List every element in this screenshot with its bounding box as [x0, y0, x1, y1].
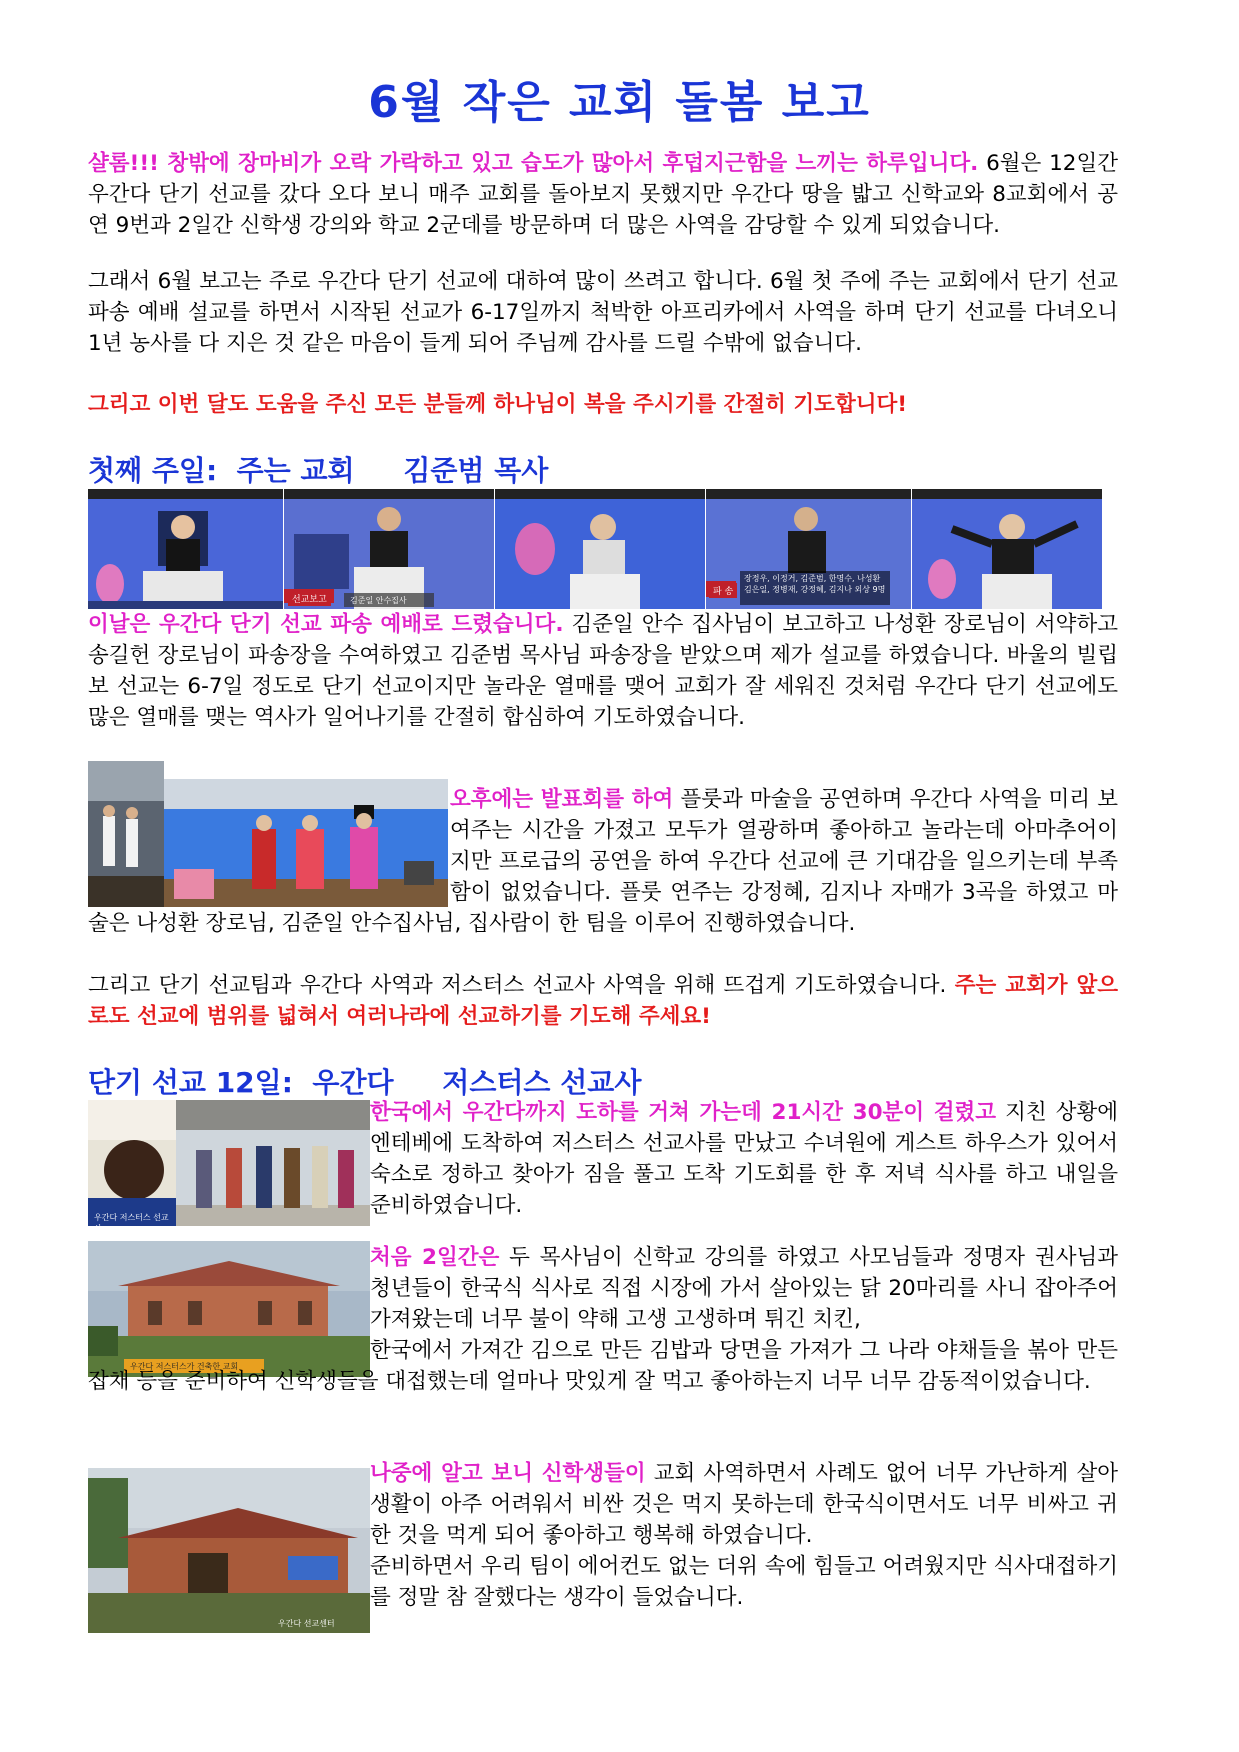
photo-caption-sending: 파 송 — [709, 583, 737, 598]
mission-p2-body: 두 목사님이 신학교 강의를 하였고 사모님들과 정명자 권사님과 청년들이 한국식 식사로 직접 시장에 가서 살아있는 닭 20마리를 사니 잡아주어 가져왔는데 너무 불이 약해 고생 고생하며 튀긴 치킨, — [370, 1245, 1118, 1332]
mission-p1-lead: 한국에서 우간다까지 도하를 거쳐 가는데 21시간 30분이 걸렸고 — [370, 1100, 997, 1125]
arrival-photo — [176, 1100, 370, 1226]
mission-p2-body-2: 한국에서 가져간 김으로 만든 김밥과 당면을 가져가 그 나라 야채들을 볶아 만든 잡채 등을 준비하여 신학생들을 대접했는데 얼마나 맛있게 잘 먹고 좋아하는지 너무 너무 감동적이었습니다. — [88, 1338, 1118, 1394]
intro-paragraph-2: 그래서 6월 보고는 주로 우간다 단기 선교에 대하여 많이 쓰려고 합니다. 6월 첫 주에 주는 교회에서 단기 선교 파송 예배 설교를 하면서 시작된 선교가 6-17일까지 척박한 아프리카에서 사역을 하며 단기 선교를 다녀오니 1년 농사를 다 지은 것 같은 마음이 들게 되어 주님께 감사를 드릴 수밖에 없습니다. — [88, 269, 1118, 356]
intro-paragraph — [88, 148, 1118, 241]
page-title: 6월 작은 교회 돌봄 보고 — [368, 77, 871, 128]
mission-p3-body-2: 준비하면서 우리 팀이 에어컨도 없는 더위 속에 힘들고 어려웠지만 식사대접하기를 정말 참 잘했다는 생각이 들었습니다. — [370, 1554, 1118, 1610]
missionary-caption: 우간다 저스터스 선교사 — [94, 1213, 169, 1233]
week1-afternoon-lead: 오후에는 발표회를 하여 — [450, 787, 674, 812]
week1-lead: 이날은 우간다 단기 선교 파송 예배로 드렸습니다. — [88, 612, 564, 637]
week1-paragraph-3 — [88, 970, 1118, 1032]
photo-float-spacer — [88, 784, 450, 900]
worship-photo-1 — [88, 489, 283, 609]
photo-caption-team: 장정우, 이정거, 김준범, 한명수, 나성환 김은일, 정병재, 강정혜, 김지나 외상 9명 — [744, 574, 886, 594]
worship-photo-3 — [495, 489, 705, 609]
missionary-photo — [88, 1100, 176, 1233]
mission-p1-body: 지친 상황에 엔테베에 도착하여 저스터스 선교사를 만났고 수녀원에 게스트 하우스가 있어서 숙소로 정하고 찾아가 짐을 풀고 도착 기도회를 한 후 저녁 식사를 하고 내일을 준비하였습니다. — [370, 1100, 1119, 1218]
week1-afternoon-body: 플룻과 마술을 공연하며 우간다 사역을 미리 보여주는 시간을 가졌고 모두가 열광하며 좋아하고 놀라는데 아마추어이지만 프로급의 공연을 하여 우간다 선교에 큰 기대감을 일으키는데 부족함이 없었습니다. 플룻 연주는 강정혜, 김지나 자매가 3곡을 하였고 마술은 나성환 장로님, 김준일 안수집사님, 집사람이 한 팀을 이루어 진행하였습니다. — [88, 787, 1119, 936]
photo-caption-report: 선교보고 — [288, 591, 331, 606]
mission-center-photo — [88, 1468, 370, 1633]
intro-prayer-text: 그리고 이번 달도 도움을 주신 모든 분들께 하나님이 복을 주시기를 간절히 기도합니다! — [88, 392, 908, 417]
week1-heading: 첫째 주일: 주는 교회 김준범 목사 — [88, 454, 549, 487]
mission-p3-body: 교회 사역하면서 사례도 없어 너무 가난하게 살아 생활이 아주 어려워서 비싼 것은 먹지 못하는데 한국식이면서도 너무 비싸고 귀한 것을 먹게 되어 좋아하고 행복해 하였습니다. — [370, 1461, 1118, 1548]
church-caption: 우간다 저스터스가 건축한 교회 — [130, 1362, 239, 1371]
mission-heading: 단기 선교 12일: 우간다 저스터스 선교사 — [88, 1066, 642, 1099]
intro-lead: 샬롬!!! 창밖에 장마비가 오락 가락하고 있고 습도가 많아서 후덥지근함을 느끼는 하루입니다. — [88, 151, 979, 176]
week1-body: 김준일 안수 집사님이 보고하고 나성환 장로님이 서약하고 송길헌 장로님이 파송장을 수여하였고 김준범 목사님 파송장을 받았으며 제가 설교를 하였습니다. 바울의 빌립보 선교는 6-7일 정도로 단기 선교이지만 놀라운 열매를 맺어 교회가 잘 세워진 것처럼 우간다 단기 선교에도 많은 열매를 맺는 역사가 일어나기를 간절히 합심하여 기도하였습니다. — [88, 612, 1118, 730]
worship-photo-2 — [284, 489, 494, 609]
week1-prayer-body: 그리고 단기 선교팀과 우간다 사역과 저스터스 선교사 사역을 위해 뜨겁게 기도하였습니다. — [88, 973, 955, 998]
mission-paragraph-2 — [88, 1242, 1118, 1397]
mission-paragraph-1 — [370, 1097, 1118, 1221]
worship-photo-5 — [912, 489, 1102, 609]
week1-paragraph-1 — [88, 609, 1118, 733]
mission-paragraph-3 — [370, 1458, 1118, 1613]
mission-p2-lead: 처음 2일간은 — [370, 1245, 500, 1270]
week1-prayer-request: 주는 교회가 앞으로도 선교에 범위를 넓혀서 여러나라에 선교하기를 기도해 주세요! — [88, 973, 1119, 1029]
photo-caption-deacon: 김준일 안수집사 — [350, 596, 407, 605]
mission-center-caption: 우간다 선교센터 — [278, 1619, 335, 1628]
intro-prayer — [88, 389, 1138, 420]
mission-p3-lead: 나중에 알고 보니 신학생들이 — [370, 1461, 646, 1486]
worship-photo-4 — [706, 489, 911, 609]
photo-float-spacer-2 — [88, 1242, 370, 1366]
intro-body: 6월은 12일간 우간다 단기 선교를 갔다 오다 보니 매주 교회를 돌아보지 못했지만 우간다 땅을 밟고 신학교와 8교회에서 공연 9번과 2일간 신학생 강의와 학교 2군데를 방문하며 더 많은 사역을 감당할 수 있게 되었습니다. — [88, 151, 1118, 238]
week1-paragraph-2 — [88, 784, 1118, 939]
